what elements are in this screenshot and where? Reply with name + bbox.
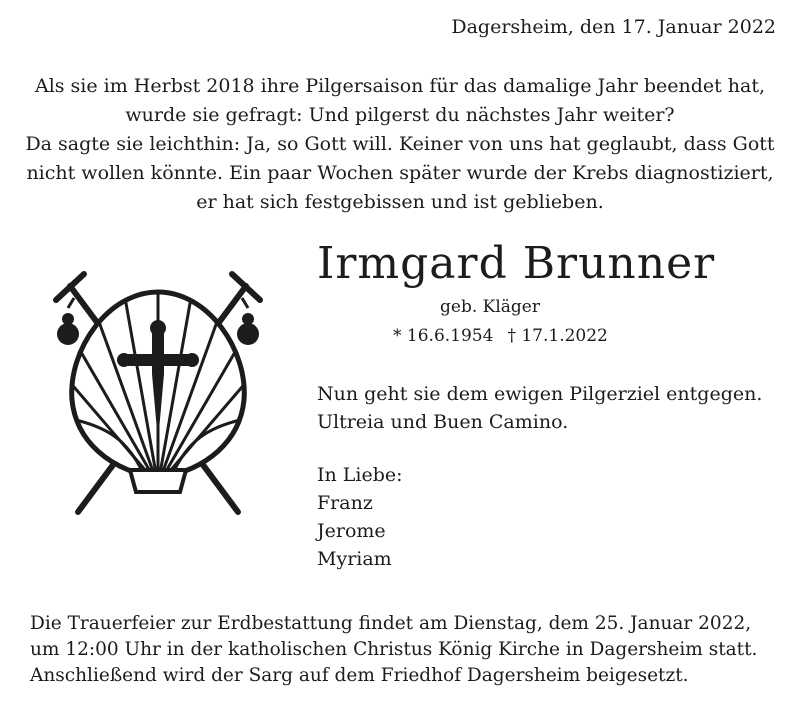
intro-line: nicht wollen könnte. Ein paar Wochen später wurde der Krebs diagnostiziert, [26, 162, 774, 184]
life-dates [393, 326, 608, 346]
quote-line: Ultreia und Buen Camino. [317, 411, 569, 433]
funeral-line: um 12:00 Uhr in der katholischen Christus König Kirche in Dagersheim statt. [30, 639, 758, 660]
scallop-shell-icon [48, 270, 268, 530]
family-member: Franz [317, 492, 373, 514]
quote-line: Nun geht sie dem ewigen Pilgerziel entgegen. [317, 383, 763, 405]
intro-line: Als sie im Herbst 2018 ihre Pilgersaison für das damalige Jahr beendet hat, [34, 75, 766, 97]
funeral-notice [30, 611, 757, 689]
intro-line: Da sagte sie leichthin: Ja, so Gott will. Keiner von uns hat geglaubt, dass Gott [25, 133, 775, 155]
funeral-line: Anschließend wird der Sarg auf dem Friedhof Dagersheim beigesetzt. [30, 665, 689, 686]
farewell-quote [317, 380, 762, 436]
funeral-line: Die Trauerfeier zur Erdbestattung findet am Dienstag, dem 25. Januar 2022, [30, 613, 752, 634]
family-heading: In Liebe: [317, 464, 403, 486]
intro-paragraph [0, 72, 800, 217]
intro-line: er hat sich festgebissen und ist geblieben. [196, 191, 604, 213]
date-line: Dagersheim, den 17. Januar 2022 [451, 16, 776, 38]
family-list [317, 461, 403, 573]
maiden-name: geb. Kläger [440, 297, 540, 317]
family-member: Jerome [317, 520, 386, 542]
family-member: Myriam [317, 548, 392, 570]
birth-date: * 16.6.1954 [393, 326, 494, 346]
deceased-name: Irmgard Brunner [317, 238, 716, 289]
death-date: † 17.1.2022 [507, 326, 608, 346]
intro-line: wurde sie gefragt: Und pilgerst du nächstes Jahr weiter? [125, 104, 675, 126]
